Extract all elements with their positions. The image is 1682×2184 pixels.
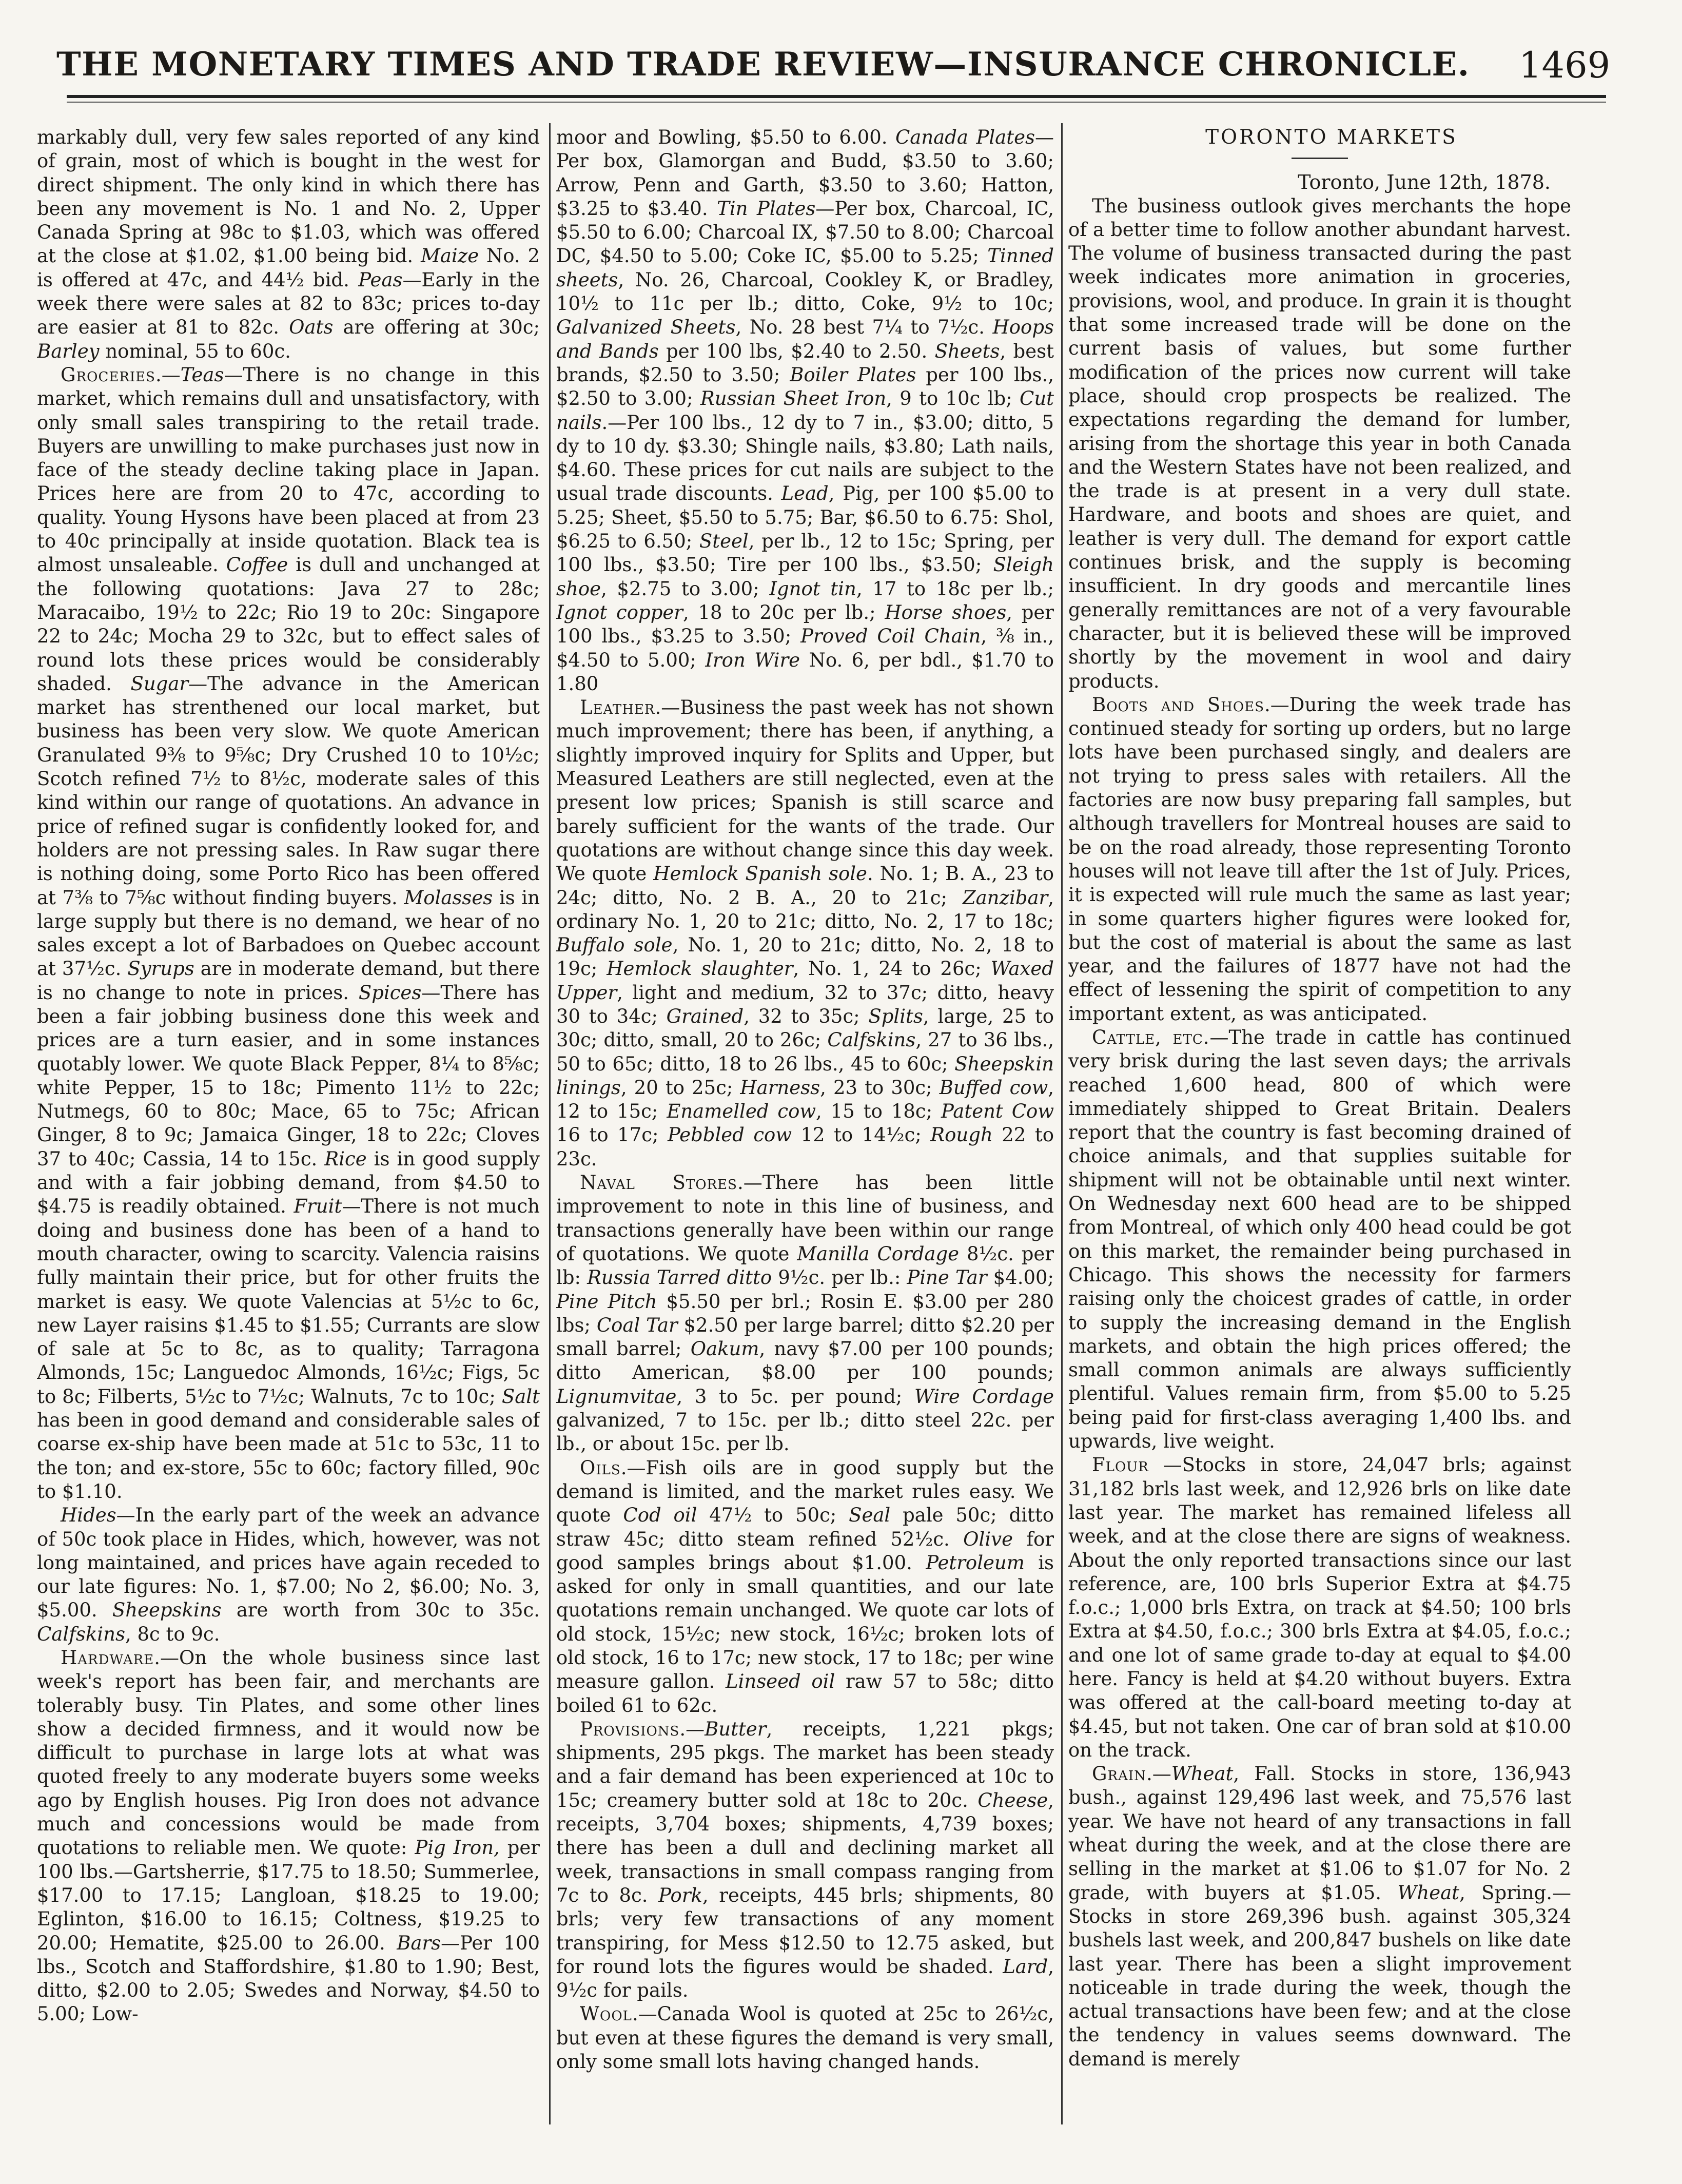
hardware-continuation: moor and Bowling, $5.50 to 6.00. Canada Plates—Per box, Glamorgan and Budd, $3.50 to 3.60; Arrow, Penn and Garth, $3.50 to 3.60; Hatton, $3.25 to $3.40. Tin Plates—Per box, Charcoal, IC, $5.50 to 6.00; Charcoal IX, $7.50 to 8.00; Charcoal DC, $4.50 to 5.00; Coke IC, $5.00 to 5.25; Tinned sheets, No. 26, Charcoal, Cookley K, or Bradley, 10½ to 11c per lb.; ditto, Coke, 9½ to 10c; Galvanized Sheets, No. 28 best 7¼ to 7½c. Hoops and Bands per 100 lbs, $2.40 to 2.50. Sheets, best brands, $2.50 to 3.50; Boiler Plates per 100 lbs., $2.50 to 3.00; Russian Sheet Iron, 9 to 10c lb; Cut nails.—Per 100 lbs., 12 dy to 7 in., $3.00; ditto, 5 dy to 10 dy. $3.30; Shingle nails, $3.80; Lath nails, $4.60. These prices for cut nails are subject to the usual trade discounts. Lead, Pig, per 100 $5.00 to 5.25; Sheet, $5.50 to 5.75; Bar, $6.50 to 6.75: Shol, $6.25 to 6.50; Steel, per lb., 12 to 15c; Spring, per 100 lbs., $3.50; Tire per 100 lbs., $3.50; Sleigh shoe, $2.75 to 3.00; Ignot tin, 17 to 18c per lb.; Ignot copper, 18 to 20c per lb.; Horse shoes, per 100 lbs., $3.25 to 3.50; Proved Coil Chain, ⅜ in., $4.50 to 5.00; Iron Wire No. 6, per bdl., $1.70 to 1.80	[556, 126, 1054, 695]
boots-shoes-section: Boots and Shoes.—During the week trade has continued steady for sorting up orders, but no large lots have been purchased singly, and dealers are not trying to press sales with retailers. All the factories are now busy preparing fall samples, but although travellers for Montreal houses are said to be on the road already, those representing Toronto houses will not leave till after the 1st of July. Prices, it is expected will rule much the same as last year; in some quarters higher figures were looked for, but the cost of material is about the same as last year, and the failures of 1877 have not had the effect of lessening the spirit of competition to any important extent, as was anticipated.	[1068, 693, 1571, 1025]
outlook-paragraph: The business outlook gives merchants the hope of a better time to follow another abundant harvest. The volume of business transacted during the past week indicates more animation in groceries, provisions, wool, and produce. In grain it is thought that some increased trade will be done on the current basis of values, but some further modification of the prices now current will take place, should crop prospects be realized. The expectations regarding the demand for lumber, arising from the shortage this year in both Canada and the Western States have not been realized, and the trade is at present in a very dull state. Hardware, and boots and shoes are quiet, and leather is very dull. The demand for export cattle continues brisk, and the supply is becoming insufficient. In dry goods and mercantile lines generally remittances are not of a very favourable character, but it is believed these will be improved shortly by the movement in wool and dairy products.	[1068, 194, 1571, 692]
groceries-section: Groceries.—Teas—There is no change in this market, which remains dull and unsatisfactory, with only small sales transpiring to the retail trade. Buyers are unwilling to make purchases just now in face of the steady decline taking place in Japan. Prices here are from 20 to 47c, according to quality. Young Hysons have been placed at from 23 to 40c principally at inside quotation. Black tea is almost unsaleable. Coffee is dull and unchanged at the following quotations: Java 27 to 28c; Maracaibo, 19½ to 22c; Rio 19 to 20c: Singapore 22 to 24c; Mocha 29 to 32c, but to effect sales of round lots these prices would be considerably shaded. Sugar—The advance in the American market has strenthened our local market, but business has been very slow. We quote American Granulated 9⅜ to 9⅝c; Dry Crushed 10 to 10½c; Scotch refined 7½ to 8½c, moderate sales of this kind within our range of quotations. An advance in price of refined sugar is confidently looked for, and holders are not pressing sales. In Raw sugar there is nothing doing, some Porto Rico has been offered at 7⅜ to 7⅝c without finding buyers. Molasses is in large supply but there is no demand, we hear of no sales except a lot of Barbadoes on Quebec account at 37½c. Syrups are in moderate demand, but there is no change to note in prices. Spices—There has been a fair jobbing business done this week and prices are a turn easier, and in some instances quotably lower. We quote Black Pepper, 8¼ to 8⅝c; white Pepper, 15 to 18c; Pimento 11½ to 22c; Nutmegs, 60 to 80c; Mace, 65 to 75c; African Ginger, 8 to 9c; Jamaica Ginger, 18 to 22c; Cloves 37 to 40c; Cassia, 14 to 15c. Rice is in good supply and with a fair jobbing demand, from $4.50 to $4.75 is readily obtained. Fruit—There is not much doing and business done has been of a hand to mouth character, owing to scarcity. Valencia raisins fully maintain their price, but for other fruits the market is easy. We quote Valencias at 5½c to 6c, new Layer raisins $1.45 to $1.55; Currants are slow of sale at 5c to 8c, as to quality; Tarragona Almonds, 15c; Languedoc Almonds, 16½c; Figs, 5c to 8c; Filberts, 5½c to 7½c; Walnuts, 7c to 10c; Salt has been in good demand and considerable sales of coarse ex-ship have been made at 51c to 53c, 11 to the ton; and ex-store, 55c to 60c; factory filled, 90c to $1.10.	[37, 363, 540, 1503]
column-1	[37, 126, 540, 2112]
header-rule-thick	[67, 95, 1606, 98]
title-rule	[1292, 158, 1348, 159]
column-2	[556, 126, 1054, 2112]
dateline: Toronto, June 12th, 1878.	[1298, 171, 1551, 194]
provisions-section: Provisions.—Butter, receipts, 1,221 pkgs; shipments, 295 pkgs. The market has been steady and a fair demand has been experienced at 10c to 15c; creamery butter sold at 18c to 20c. Cheese, receipts, 3,704 boxes; shipments, 4,739 boxes; there has been a dull and declining market all week, transactions in small compass ranging from 7c to 8c. Pork, receipts, 445 brls; shipments, 80 brls; very few transactions of any moment transpiring, for Mess $12.50 to 12.75 asked, but for round lots the figures would be shaded. Lard, 9½c for pails.	[556, 1718, 1054, 2002]
leather-section: Leather.—Business the past week has not shown much improvement; there has been, if anything, a slightly improved inquiry for Splits and Upper, but Measured Leathers are still neglected, even at the present low prices; Spanish is still scarce and barely sufficient for the wants of the trade. Our quotations are without change since this day week. We quote Hemlock Spanish sole. No. 1; B. A., 23 to 24c; ditto, No. 2 B. A., 20 to 21c; Zanzibar, ordinary No. 1, 20 to 21c; ditto, No. 2, 17 to 18c; Buffalo sole, No. 1, 20 to 21c; ditto, No. 2, 18 to 19c; Hemlock slaughter, No. 1, 24 to 26c; Waxed Upper, light and medium, 32 to 37c; ditto, heavy 30 to 34c; Grained, 32 to 35c; Splits, large, 25 to 30c; ditto, small, 20 to 26c; Calfskins, 27 to 36 lbs., 50 to 65c; ditto, 18 to 26 lbs., 45 to 60c; Sheepskin linings, 20 to 25c; Harness, 23 to 30c; Buffed cow, 12 to 15c; Enamelled cow, 15 to 18c; Patent Cow 16 to 17c; Pebbled cow 12 to 14½c; Rough 22 to 23c.	[556, 696, 1054, 1170]
wool-section: Wool.—Canada Wool is quoted at 25c to 26½c, but even at these figures the demand is very small, only some small lots having changed hands.	[556, 2003, 1054, 2073]
grain-section: Grain.—Wheat, Fall. Stocks in store, 136,943 bush., against 129,496 last week, and 75,576 last year. We have not heard of any transactions in fall wheat during the week, and at the close there are selling in the market at $1.06 to $1.07 for No. 2 grade, with buyers at $1.05. Wheat, Spring.—Stocks in store 269,396 bush. against 305,324 bushels last week, and 200,847 bushels on like date last year. There has been a slight improvement noticeable in trade during the week, though the actual transactions have been few; and at the close the tendency in values seems downward. The demand is merely	[1068, 1763, 1571, 2070]
page-header	[0, 0, 1682, 110]
grain-continuation: markably dull, very few sales reported of any kind of grain, most of which is bought in the west for direct shipment. The only kind in which there has been any movement is No. 1 and No. 2, Upper Canada Spring at 98c to $1.03, which was offered at the close at $1.02, $1.00 being bid. Maize No. 2 is offered at 47c, and 44½ bid. Peas—Early in the week there were sales at 82 to 83c; prices to-day are easier at 81 to 82c. Oats are offering at 30c; Barley nominal, 55 to 60c.	[37, 126, 540, 362]
header-rule-thin	[67, 102, 1606, 103]
oils-section: Oils.—Fish oils are in good supply but the demand is limited, and the market rules easy. We quote Cod oil 47½ to 50c; Seal pale 50c; ditto straw 45c; ditto steam refined 52½c. Olive for good samples brings about $1.00. Petroleum is asked for only in small quantities, and our late quotations remain unchanged. We quote car lots of old stock, 15½c; new stock, 16½c; broken lots of old stock, 16 to 17c; new stock, 17 to 18c; per wine measure gallon. Linseed oil raw 57 to 58c; ditto boiled 61 to 62c.	[556, 1456, 1054, 1717]
column-rule-1	[549, 123, 551, 2124]
page-number: 1469	[1519, 44, 1611, 86]
naval-stores-section: Naval Stores.—There has been little improvement to note in this line of business, and transactions generally have been within our range of quotations. We quote Manilla Cordage 8½c. per lb: Russia Tarred ditto 9½c. per lb.: Pine Tar $4.00; Pine Pitch $5.50 per brl.; Rosin E. $3.00 per 280 lbs; Coal Tar $2.50 per large barrel; ditto $2.20 per small barrel; Oakum, navy $7.00 per 100 pounds; ditto American, $8.00 per 100 pounds; Lignumvitae, 3 to 5c. per pound; Wire Cordage galvanized, 7 to 15c. per lb.; ditto steel 22c. per lb., or about 15c. per lb.	[556, 1172, 1054, 1455]
column-3	[1068, 126, 1571, 2112]
hides-section: Hides—In the early part of the week an advance of 50c took place in Hides, which, however, was not long maintained, and prices have again receded to our late figures: No. 1, $7.00; No 2, $6.00; No. 3, $5.00. Sheepskins are worth from 30c to 35c. Calfskins, 8c to 9c.	[37, 1504, 540, 1645]
running-title: THE MONETARY TIMES AND TRADE REVIEW—INSURANCE CHRONICLE.	[56, 45, 1470, 84]
hardware-section: Hardware.—On the whole business since last week's report has been fair, and merchants are tolerably busy. Tin Plates, and some other lines show a decided firmness, and it would now be difficult to purchase in large lots at what was quoted freely to any moderate buyers some weeks ago by English houses. Pig Iron does not advance much and concessions would be made from quotations to reliable men. We quote: Pig Iron, per 100 lbs.—Gartsherrie, $17.75 to 18.50; Summerlee, $17.00 to 17.15; Langloan, $18.25 to 19.00; Eglinton, $16.00 to 16.15; Coltness, $19.25 to 20.00; Hematite, $25.00 to 26.00. Bars—Per 100 lbs., Scotch and Staffordshire, $1.80 to 1.90; Best, ditto, $2.00 to 2.05; Swedes and Norway, $4.50 to 5.00; Low-	[37, 1647, 540, 2025]
toronto-markets-title: TORONTO MARKETS	[1205, 126, 1458, 149]
flour-section: Flour —Stocks in store, 24,047 brls; against 31,182 brls last week, and 12,926 brls on like date last year. The market has remained lifeless all week, and at the close there are signs of weakness. About the only reported transactions since our last reference, are, 100 brls Superior Extra at $4.75 f.o.c.; 1,000 brls Extra, on track at $4.50; 100 brls Extra at $4.50, f.o.c.; 300 brls Extra at $4.05, f.o.c.; and one lot of same grade to-day at equal to $4.00 here. Fancy is held at $4.20 without buyers. Extra was offered at the call-board meeting to-day at $4.45, but not taken. One car of bran sold at $10.00 on the track.	[1068, 1454, 1571, 1761]
column-rule-2	[1061, 123, 1063, 2124]
cattle-section: Cattle, etc.—The trade in cattle has continued very brisk during the last seven days; the arrivals reached 1,600 head, 800 of which were immediately shipped to Great Britain. Dealers report that the country is fast becoming drained of choice animals, and that supplies suitable for shipment will not be obtainable until next winter. On Wednesday next 600 head are to be shipped from Montreal, of which only 400 head could be got on this market, the remainder being purchased in Chicago. This shows the necessity for farmers raising only the choicest grades of cattle, in order to supply the increasing demand in the English markets, and obtain the high prices offered; the small common animals are always sufficiently plentiful. Values remain firm, from $5.00 to 5.25 being paid for first-class averaging 1,400 lbs. and upwards, live weight.	[1068, 1026, 1571, 1453]
